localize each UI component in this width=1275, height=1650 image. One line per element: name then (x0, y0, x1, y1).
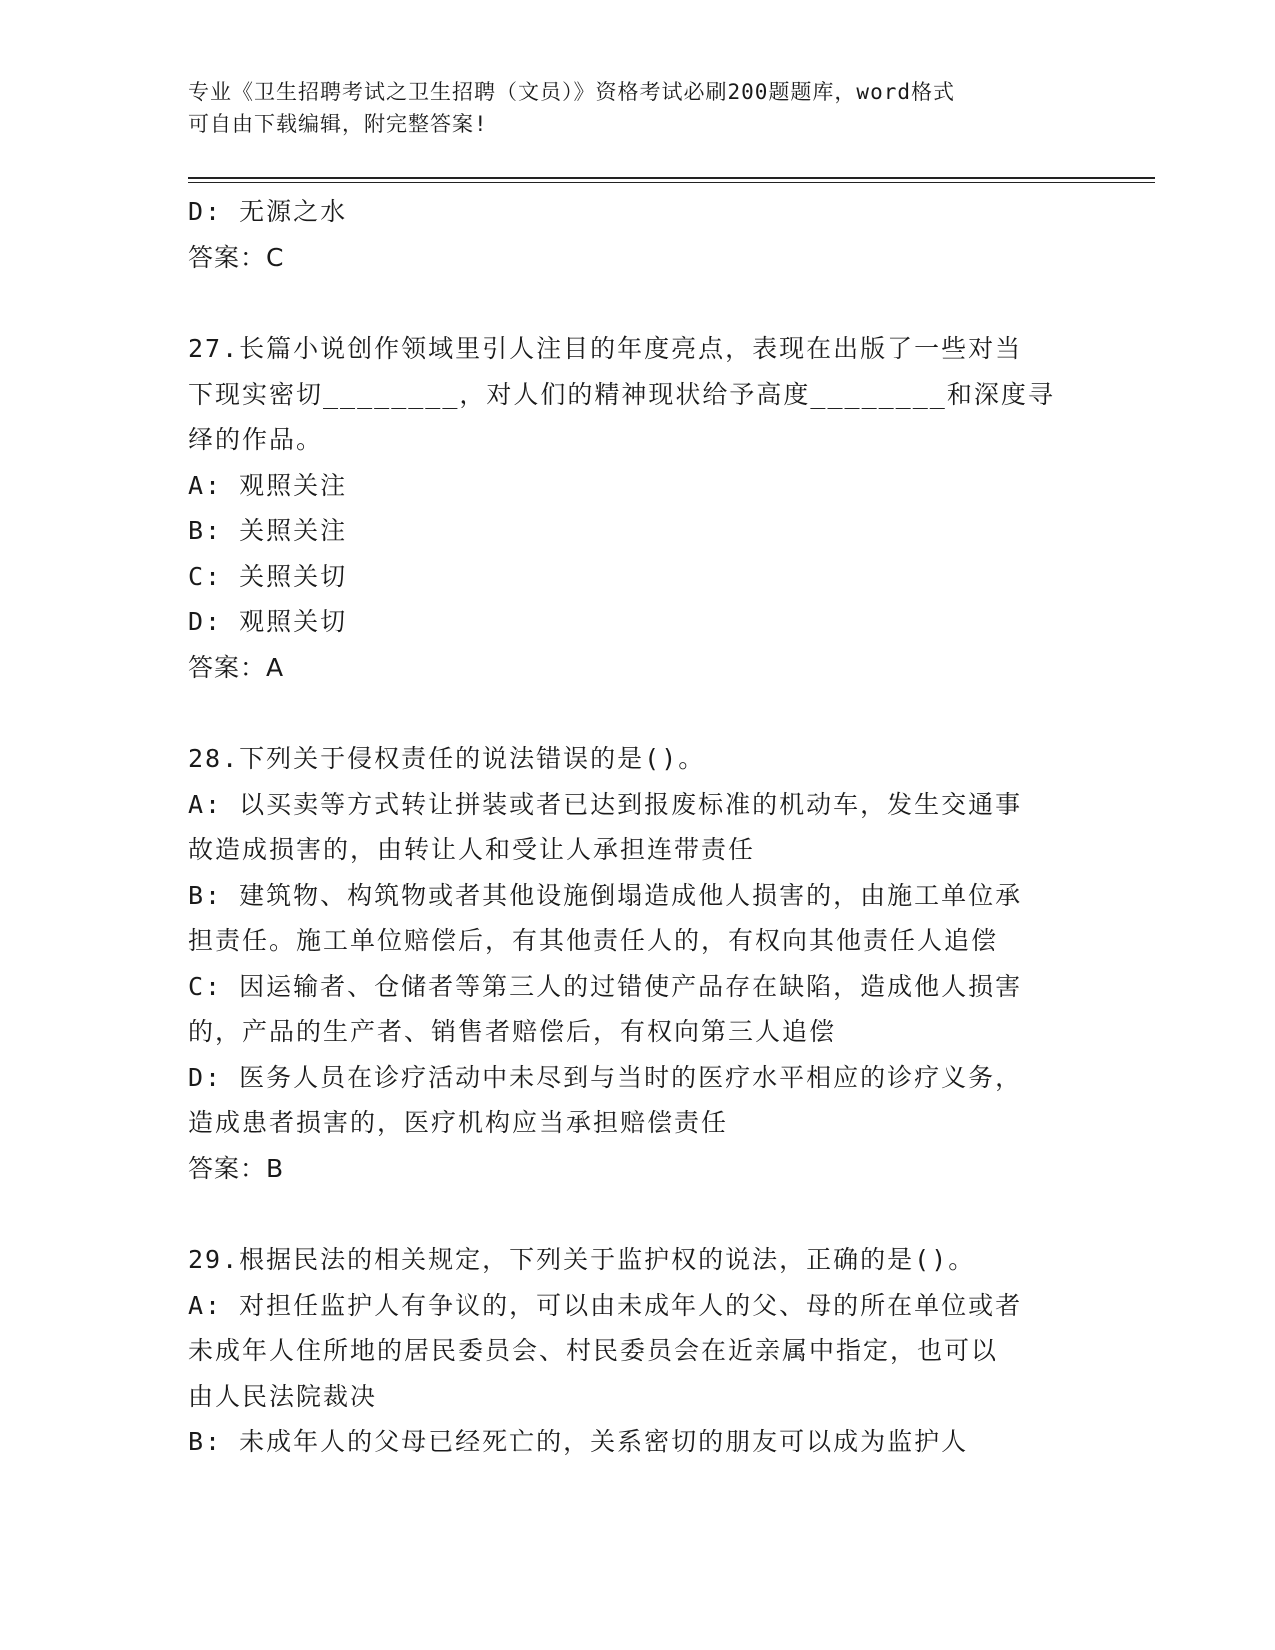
spacer (188, 690, 1088, 736)
option-d-cont: 造成患者损害的，医疗机构应当承担赔偿责任 (188, 1108, 729, 1137)
question-28 (188, 736, 1088, 1191)
option-c: C: 因运输者、仓储者等第三人的过错使产品存在缺陷，造成他人损害 (188, 971, 1023, 1001)
option-a-cont: 故造成损害的，由转让人和受让人承担连带责任 (188, 835, 756, 864)
answer: 答案：C (188, 242, 285, 272)
spacer (188, 1191, 1088, 1237)
option-d: D: 无源之水 (188, 197, 348, 226)
option-b: B: 建筑物、构筑物或者其他设施倒塌造成他人损害的，由施工单位承 (188, 880, 1023, 910)
option-a: A: 观照关注 (188, 470, 348, 500)
question-29 (188, 1237, 1088, 1465)
question-26-tail (188, 189, 1088, 280)
question-stem: 29.根据民法的相关规定，下列关于监护权的说法，正确的是()。 (188, 1245, 976, 1274)
option-c-cont: 的，产品的生产者、销售者赔偿后，有权向第三人追偿 (188, 1017, 837, 1046)
question-content (188, 189, 1088, 1465)
answer: 答案：A (188, 652, 285, 682)
question-stem: 绎的作品。 (188, 425, 324, 454)
option-a: A: 对担任监护人有争议的，可以由未成年人的父、母的所在单位或者 (188, 1290, 1023, 1320)
option-a-cont: 未成年人住所地的居民委员会、村民委员会在近亲属中指定，也可以 (188, 1336, 999, 1365)
option-b-cont: 担责任。施工单位赔偿后，有其他责任人的，有权向其他责任人追偿 (188, 926, 999, 955)
option-b: B: 关照关注 (188, 516, 348, 545)
header-line-1: 专业《卫生招聘考试之卫生招聘（文员）》资格考试必刷200题题库，word格式 (188, 80, 955, 104)
question-stem: 28.下列关于侵权责任的说法错误的是()。 (188, 744, 706, 773)
header-divider-thin (188, 182, 1155, 183)
option-a-cont: 由人民法院裁决 (188, 1381, 378, 1411)
option-d: D: 医务人员在诊疗活动中未尽到与当时的医疗水平相应的诊疗义务， (188, 1062, 1023, 1092)
answer: 答案：B (188, 1153, 285, 1183)
question-stem: 27.长篇小说创作领域里引人注目的年度亮点，表现在出版了一些对当 (188, 334, 1023, 363)
header-line-2: 可自由下载编辑，附完整答案! (188, 112, 488, 136)
option-b: B: 未成年人的父母已经死亡的，关系密切的朋友可以成为监护人 (188, 1427, 969, 1456)
option-a: A: 以买卖等方式转让拼装或者已达到报废标准的机动车，发生交通事 (188, 789, 1023, 819)
page-header (188, 76, 1068, 140)
option-c: C: 关照关切 (188, 561, 348, 591)
question-27 (188, 326, 1088, 690)
header-divider-thick (188, 177, 1155, 179)
question-stem: 下现实密切________，对人们的精神现状给予高度________和深度寻 (188, 379, 1055, 409)
spacer (188, 280, 1088, 326)
option-d: D: 观照关切 (188, 607, 348, 636)
